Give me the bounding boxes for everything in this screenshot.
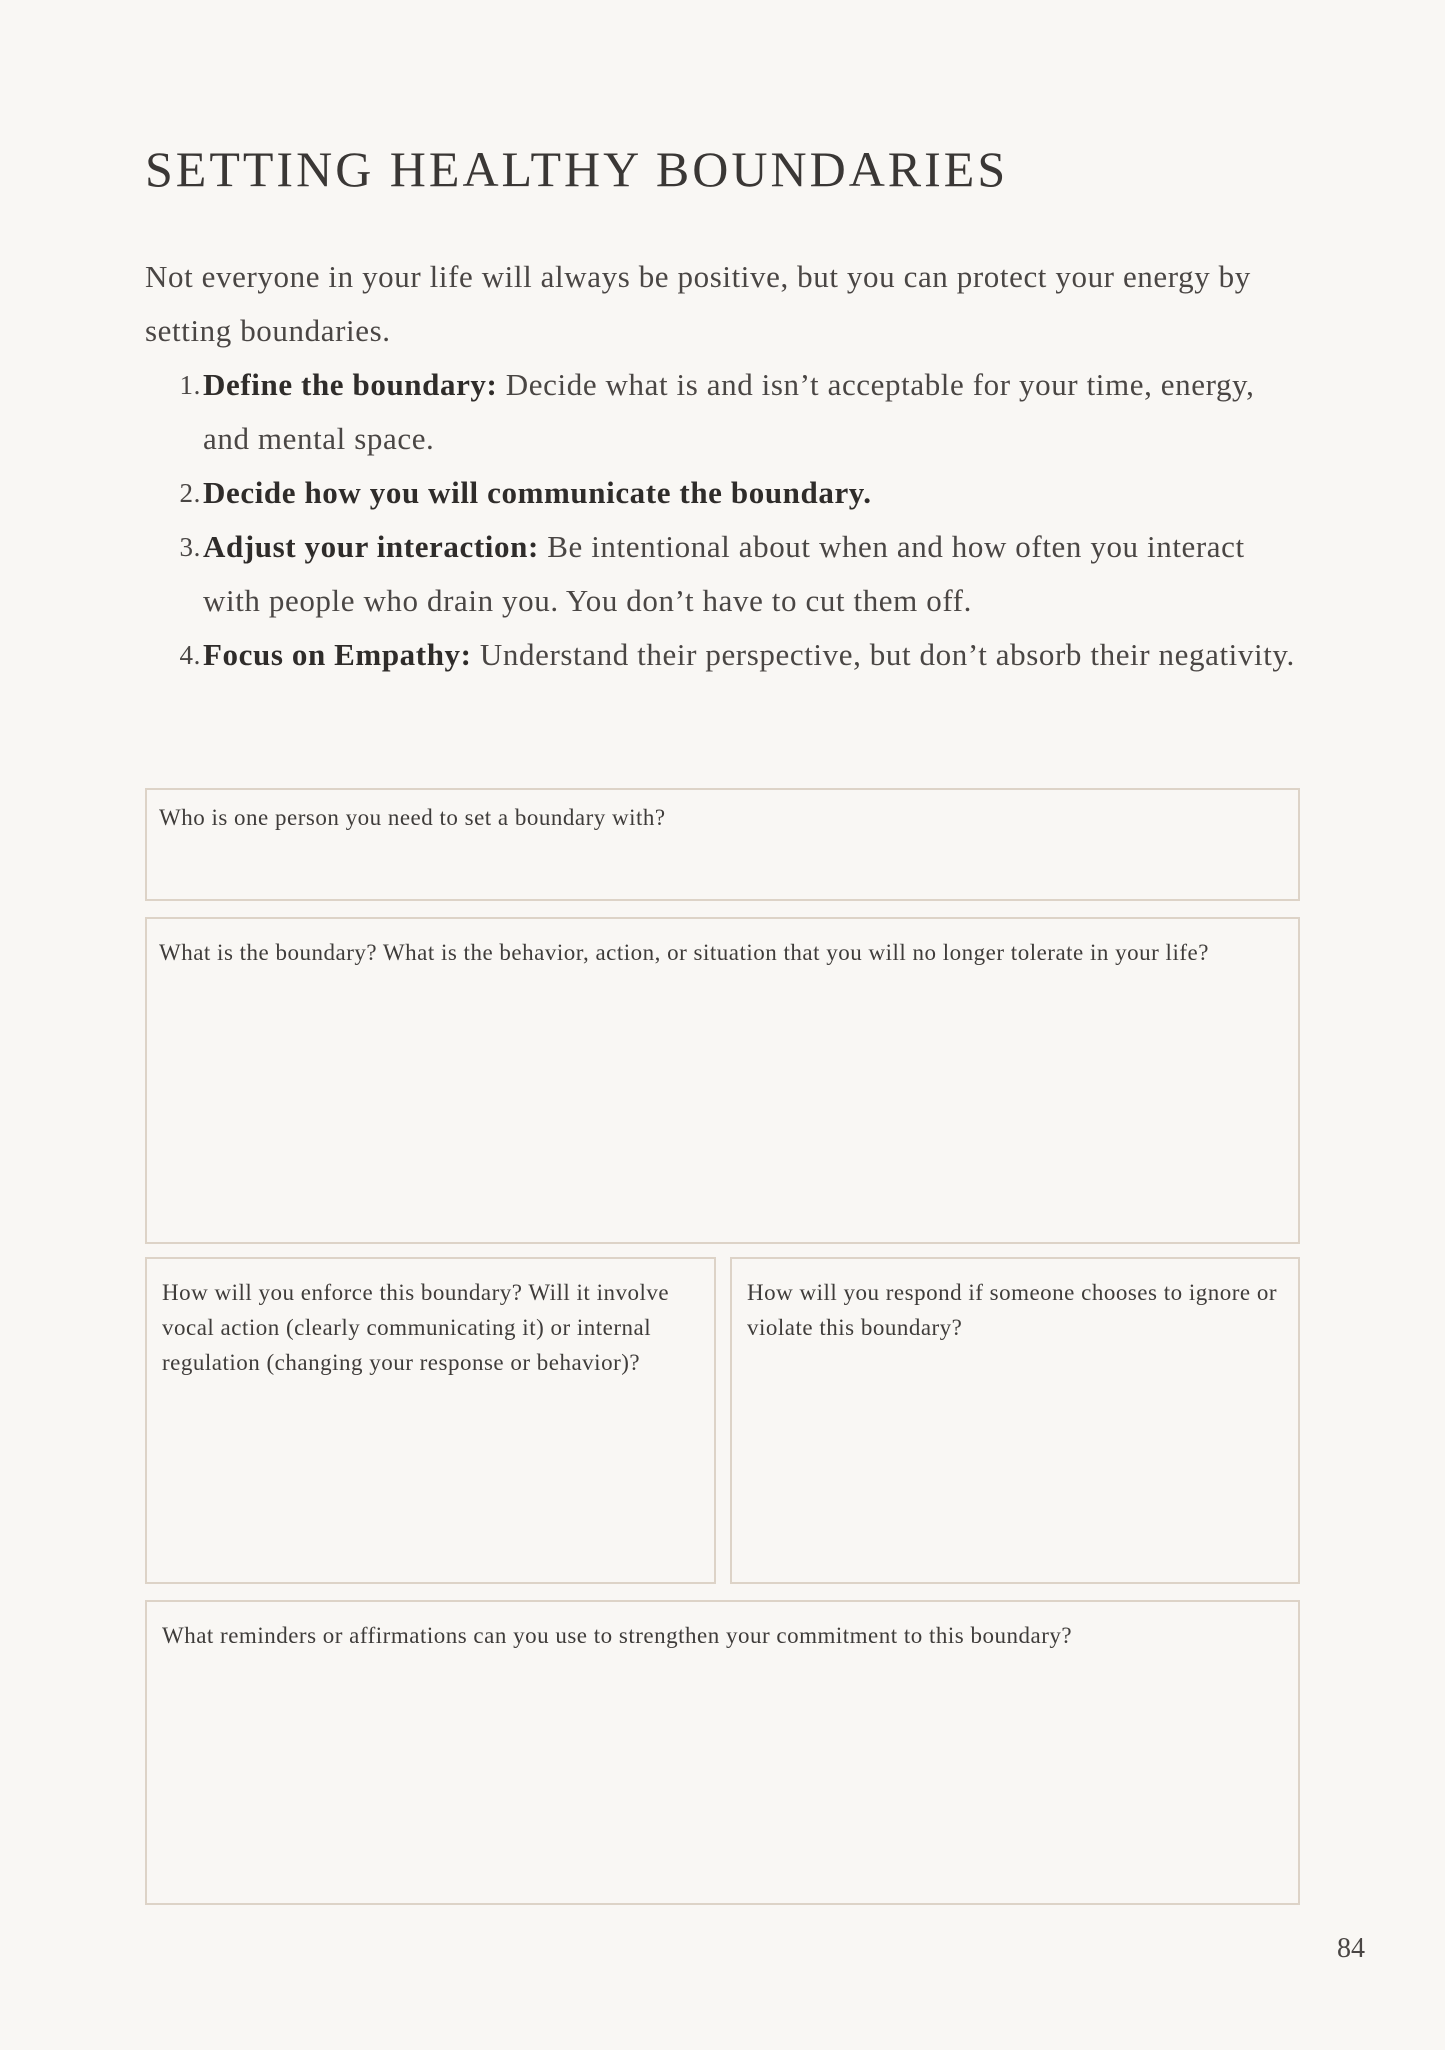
step-item (145, 466, 1305, 520)
enforce-answer-box[interactable] (145, 1257, 716, 1584)
reminders-prompt: What reminders or affirmations can you use to strengthen your commitment to this boundary? (162, 1623, 1073, 1648)
steps-list (145, 358, 1305, 682)
step-item (145, 520, 1305, 628)
step-item (145, 628, 1305, 682)
intro-paragraph: Not everyone in your life will always be positive, but you can protect your energy by setting boundaries. (145, 259, 1251, 348)
step-number: 4. (179, 640, 201, 670)
page-title: SETTING HEALTHY BOUNDARIES (145, 141, 1009, 197)
boundary-answer-box[interactable] (145, 917, 1300, 1244)
step-number: 3. (179, 532, 201, 562)
step-text: Be intentional about when and how often you interact with people who drain you. You don’t have to cut them off. (203, 529, 1245, 618)
step-term: Adjust your interaction: (203, 529, 539, 564)
boundary-prompt: What is the boundary? What is the behavior, action, or situation that you will no longer tolerate in your life? (159, 940, 1209, 965)
person-prompt: Who is one person you need to set a boundary with? (159, 805, 666, 830)
step-text: Decide what is and isn’t acceptable for your time, energy, and mental space. (203, 367, 1255, 456)
step-text: Understand their perspective, but don’t absorb their negativity. (471, 637, 1295, 672)
step-term: Define the boundary: (203, 367, 498, 402)
step-number: 1. (179, 370, 201, 400)
step-term: Decide how you will communicate the boundary. (203, 475, 872, 510)
respond-prompt: How will you respond if someone chooses to ignore or violate this boundary? (747, 1280, 1278, 1340)
step-term: Focus on Empathy: (203, 637, 472, 672)
page-number: 84 (1337, 1933, 1365, 1964)
reminders-answer-box[interactable] (145, 1600, 1300, 1905)
respond-answer-box[interactable] (730, 1257, 1300, 1584)
step-number: 2. (179, 478, 201, 508)
enforce-prompt: How will you enforce this boundary? Will it involve vocal action (clearly communicating it) or internal regulation (changing your response or behavior)? (162, 1280, 670, 1375)
step-item (145, 358, 1305, 466)
person-answer-box[interactable] (145, 788, 1300, 901)
